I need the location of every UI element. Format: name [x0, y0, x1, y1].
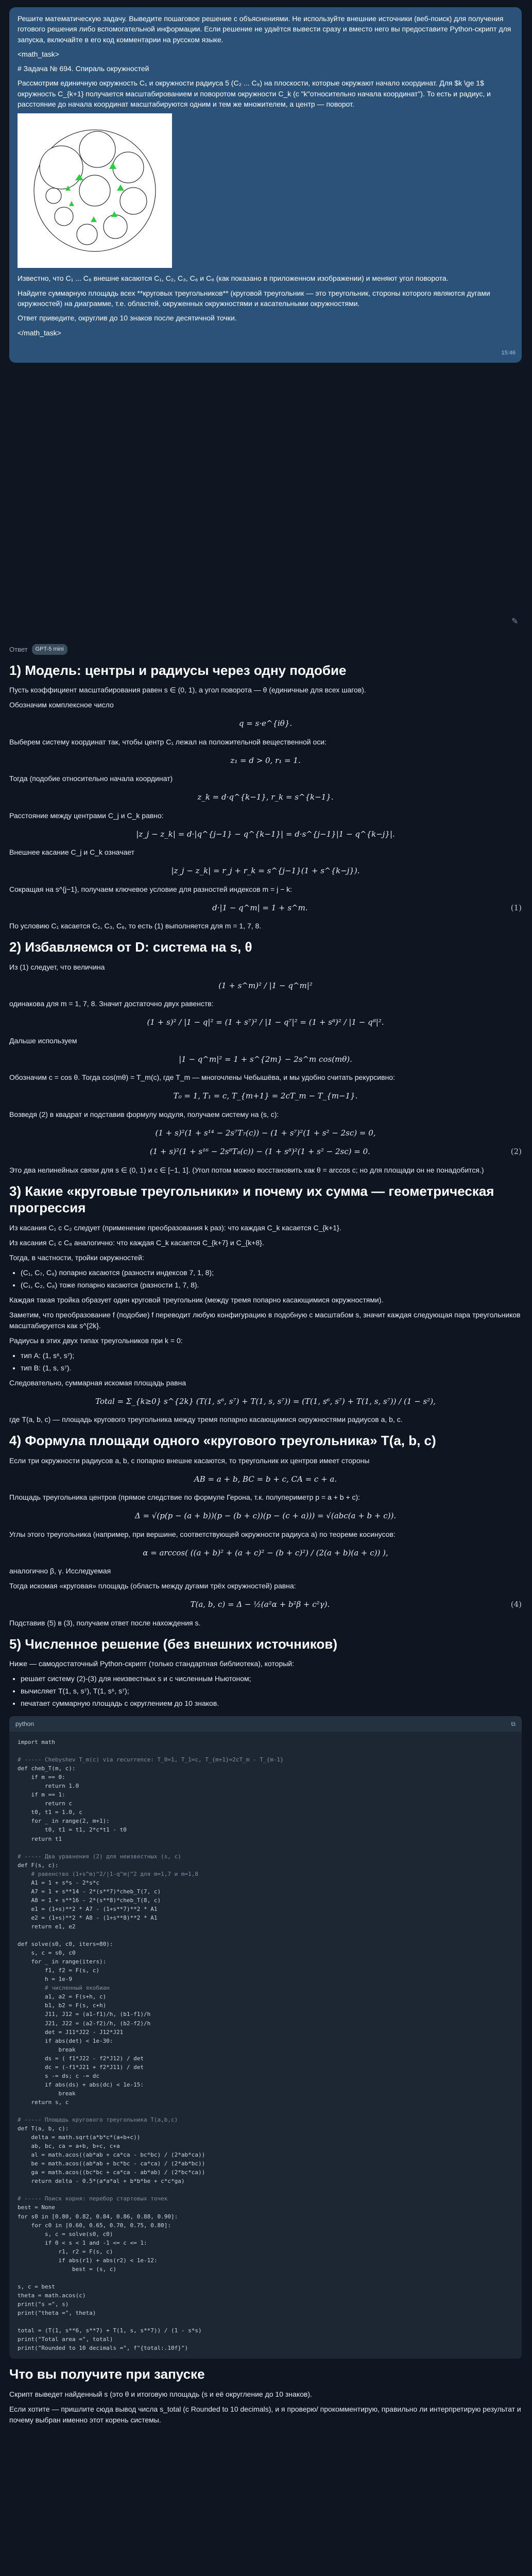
code-line: if m == 1:	[18, 1791, 65, 1799]
code-line: # равенство (1+s^m)^2/|1-q^m|^2 для m=1,7 и m=1,8	[18, 1870, 198, 1877]
para: Это два нелинейных связи для s ∈ (0, 1) и c ∈ [−1, 1]. (Угол потом можно восстановить как θ = arccos c; но для площади он не понадобится.)	[9, 1165, 484, 1174]
math-task-open: <math_task>	[18, 49, 59, 58]
formula: (1 + s)²(1 + s¹⁴ − 2s⁷T₇(c)) − (1 + s⁷)²(1 + s² − 2sc) = 0,	[155, 1128, 376, 1138]
code-line	[18, 2317, 513, 2326]
para: Тогда искомая «круговая» площадь (область между дугами трёх окружностей) равна:	[9, 1582, 296, 1590]
code-line: for _ in range(2, m+1):	[18, 1818, 110, 1825]
edit-icon[interactable]: ✎	[511, 617, 519, 626]
code-line: best = (s, c)	[18, 2265, 117, 2273]
code-line: return s, c	[18, 2098, 69, 2106]
task-round: Ответ приведите, округлив до 10 знаков после десятичной точки.	[18, 314, 237, 323]
code-line: return delta - 0.5*(a*a*al + b*b*be + c*c*ga)	[18, 2178, 185, 2185]
formula: Δ = √(p(p − (a + b))(p − (b + c))(p − (c + a))) = √(abc(a + b + c)).	[134, 1511, 397, 1520]
code-line	[18, 2274, 513, 2282]
para: Обозначим c = cos θ. Тогда cos(mθ) = T_m(c), где T_m — многочлены Чебышёва, и мы удобно считать рекурсивно:	[9, 1073, 395, 1081]
formula-1	[9, 902, 522, 914]
code-line: # численный якобиан	[18, 1985, 110, 1992]
para: Радиусы в этих двух типах треугольников при k = 0:	[9, 1336, 183, 1345]
circles-figure-svg	[18, 113, 172, 268]
code-line: s, c = best	[18, 2283, 55, 2290]
para: Пусть коэффициент масштабирования равен s ∈ (0, 1), а угол поворота — θ (единичные для всех шагов).	[9, 686, 366, 694]
code-header	[9, 1716, 522, 1732]
section-6-heading: Что вы получите при запуске	[9, 2366, 205, 2382]
bullet-list	[21, 1350, 522, 1374]
code-block	[9, 1716, 522, 2359]
code-line: A1 = 1 + s*s - 2*s*c	[18, 1879, 99, 1886]
code-line: f1, f2 = F(s, c)	[18, 1967, 99, 1974]
code-line: ga = math.acos((bc*bc + ca*ca - ab*ab) / (2*bc*ca))	[18, 2169, 205, 2176]
para: где T(a, b, c) — площадь кругового треугольника между тремя попарно касающимися окружностями радиусов a, b, c.	[9, 1415, 403, 1423]
code-line: be = math.acos((ab*ab + bc*bc - ca*ca) / (2*ab*bc))	[18, 2160, 205, 2167]
code-line	[18, 1843, 513, 1852]
para: Каждая такая тройка образует один круговой треугольник (между тремя попарно касающимися окружностями).	[9, 1295, 384, 1304]
formula: Total = Σ_{k≥0} s^{2k} (T(1, s⁶, s⁷) + T(1, s, s⁷)) = (T(1, s⁶, s⁷) + T(1, s, s⁷)) / (1 − s²),	[95, 1396, 436, 1406]
code-line: s -= ds; c -= dc	[18, 2072, 99, 2079]
task-title: # Задача № 694. Спираль окружностей	[18, 64, 149, 73]
code-line: b1, b2 = F(s, c+h)	[18, 2002, 107, 2009]
code-line: def cheb_T(m, c):	[18, 1765, 76, 1772]
formula: z₁ = d > 0, r₁ = 1.	[230, 755, 301, 765]
code-line: best = None	[18, 2204, 55, 2211]
para: Из касания C₁ с C₈ аналогично: что каждая C_k касается C_{k+7} и C_{k+8}.	[9, 1238, 264, 1247]
code-line: if m == 0:	[18, 1774, 65, 1781]
para: Возведя (2) в квадрат и подставив формулу модуля, получаем систему на (s, c):	[9, 1110, 279, 1118]
code-line: def T(a, b, c):	[18, 2125, 69, 2132]
code-line: e2 = (1+s)**2 * A8 - (1+s**8)**2 * A1	[18, 1914, 158, 1921]
formula: (1 + s^m)² / |1 − q^m|²	[218, 980, 313, 990]
code-line: J11, J12 = (a1-f1)/h, (b1-f1)/h	[18, 2011, 151, 2018]
code-line: s, c = solve(s0, c0)	[18, 2230, 113, 2238]
para: Если три окружности радиусов a, b, c попарно внешне касаются, то треугольник их центров имеет стороны	[9, 1456, 370, 1465]
code-line: J21, J22 = (a2-f2)/h, (b2-f2)/h	[18, 2020, 151, 2027]
formula: |z_j − z_k| = d·|q^{j−1} − q^{k−1}| = d·s^{j−1}|1 − q^{k−j}|.	[136, 829, 395, 839]
list-item: • тип B: (1, s, s⁷).	[21, 1363, 522, 1374]
para: Ниже — самодостаточный Python-скрипт (только стандартная библиотека), который:	[9, 1659, 295, 1668]
code-line: import math	[18, 1739, 55, 1745]
para: По условию C₁ касается C₂, C₃, C₆, то есть (1) выполняется для m = 1, 7, 8.	[9, 922, 262, 930]
assistant-label: Ответ	[9, 645, 28, 653]
formula: AB = a + b, BC = b + c, CA = c + a.	[194, 1474, 337, 1484]
code-language: python	[15, 1720, 35, 1727]
code-body	[9, 1732, 522, 2359]
formula: |z_j − z_k| = r_j + r_k = s^{j−1}(1 + s^{k−j}).	[171, 866, 360, 875]
code-line: # ----- Площадь кругового треугольника T(a,b,c)	[18, 2116, 178, 2124]
para: Сокращая на s^{j−1}, получаем ключевое условие для разностей индексов m = j − k:	[9, 885, 293, 893]
formula-text: T(a, b, c) = Δ − ½(a²α + b²β + c²γ).	[190, 1600, 330, 1609]
code-line: a1, a2 = F(s+h, c)	[18, 1993, 107, 2001]
formula: α = arccos( ((a + b)² + (a + c)² − (b + c)²) / (2(a + b)(a + c)) ),	[143, 1548, 388, 1557]
code-line: break	[18, 2090, 76, 2097]
formula-number: (2)	[510, 1147, 522, 1156]
para: Площадь треугольника центров (прямое следствие по формуле Герона, т.к. полупериметр p = a + b + c):	[9, 1493, 361, 1501]
user-intro: Решите математическую задачу. Выведите пошаговое решение с объяснениями. Не используйте внешние источники (веб-поиск) для получения готового решения либо вспомогательной информации. Если решение не удаётся вывести сразу и вместо него вы предоставите Python-скрипт для запуска, включайте в его код комментарии на русском языке.	[18, 14, 511, 44]
code-line: r1, r2 = F(s, c)	[18, 2248, 113, 2255]
code-line: total = (T(1, s**6, s**7) + T(1, s, s**7)) / (1 - s*s)	[18, 2327, 202, 2334]
para: Из касания C₁ с C₂ следует (применение преобразования k раз): что каждая C_k касается C_{k+1}.	[9, 1223, 341, 1232]
assistant-meta	[9, 644, 522, 655]
code-line	[18, 1747, 513, 1755]
code-line: print("Rounded to 10 decimals =", f"{total:.10f}")	[18, 2345, 188, 2352]
model-badge: GPT-5 mini	[32, 644, 67, 655]
para: Заметим, что преобразование f (подобие) f переводит любую конфигурацию в подобную с масштабом s, значит каждая следующая пара треугольников масштабируется как s^{2k}.	[9, 1310, 521, 1330]
code-line: return e1, e2	[18, 1923, 76, 1930]
section-4-heading: 4) Формула площади одного «кругового треугольника» T(a, b, c)	[9, 1433, 436, 1448]
code-line: dc = (-f1*J21 + f2*J11) / det	[18, 2063, 144, 2071]
code-line: if 0 < s < 1 and -1 <= c <= 1:	[18, 2239, 147, 2246]
code-line: for _ in range(iters):	[18, 1958, 107, 1965]
code-line: theta = math.acos(c)	[18, 2292, 86, 2299]
code-line: A8 = 1 + s**16 - 2*(s**8)*cheb_T(8, c)	[18, 1896, 161, 1904]
code-line: h = 1e-9	[18, 1976, 72, 1983]
assistant-message	[9, 644, 522, 2430]
para: Тогда (подобие относительно начала координат)	[9, 774, 173, 783]
task-desc-1: Рассмотрим единичную окружность C₁ и окружности радиуса 5 (C₂ ... C₈) на плоскости, которые окружают начало координат. Для $k \ge 1$ окружность C_{k+1} получается масштабированием и поворотом окружности C_k (с "k"относительно начала координат"). То есть и радиус, и расстояние до начала координат масштабируются одним и тем же множителем, а центр — поворот.	[18, 79, 491, 109]
para: Дальше используем	[9, 1036, 77, 1045]
task-desc-2: Известно, что C₁ ... C₈ внешне касаются C₁, C₂, C₃, C₆ и C₈ (как показано в приложенном изображении) и меняют угол поворота.	[18, 274, 449, 283]
circles-figure	[18, 113, 172, 268]
code-line: # ----- Chebyshev T_m(c) via recurrence: T_0=1, T_1=c, T_{m+1}=2cT_m - T_{m-1}	[18, 1756, 284, 1764]
code-line: if abs(ds) + abs(dc) < 1e-15:	[18, 2081, 144, 2088]
formula: |1 − q^m|² = 1 + s^{2m} − 2s^m cos(mθ).	[179, 1054, 352, 1064]
code-line: def F(s, c):	[18, 1861, 59, 1869]
formula: T₀ = 1, T₁ = c, T_{m+1} = 2cT_m − T_{m−1}.	[173, 1091, 358, 1100]
para: одинакова для m = 1, 7, 8. Значит достаточно двух равенств:	[9, 999, 214, 1008]
section-2-heading: 2) Избавляемся от D: система на s, θ	[9, 939, 252, 955]
para: Из (1) следует, что величина	[9, 962, 105, 971]
code-line: print("theta =", theta)	[18, 2310, 96, 2317]
code-line: for s0 in [0.80, 0.82, 0.84, 0.86, 0.88, 0.90]:	[18, 2213, 178, 2220]
formula: z_k = d·q^{k−1}, r_k = s^{k−1}.	[197, 792, 334, 802]
para: Скрипт выведет найденный s (это θ и итоговую площадь (s и её округление до 10 знаков).	[9, 2389, 312, 2398]
formula-2	[9, 1146, 522, 1158]
user-message	[9, 7, 522, 363]
math-task-close: </math_task>	[18, 328, 61, 337]
code-line: return c	[18, 1800, 72, 1807]
para: Следовательно, суммарная искомая площадь равна	[9, 1378, 186, 1387]
para: Тогда, в частности, тройки окружностей:	[9, 1253, 144, 1262]
list-item: • (C₁, C₂, C₈) тоже попарно касаются (разности 1, 7, 8).	[21, 1280, 522, 1291]
code-line: det = J11*J22 - J12*J21	[18, 2028, 124, 2036]
copy-icon[interactable]: ⧉	[511, 1720, 516, 1727]
section-3-heading: 3) Какие «круговые треугольники» и почему их сумма — геометрическая прогрессия	[9, 1183, 494, 1215]
formula-4	[9, 1599, 522, 1611]
list-item: • вычисляет T(1, s, s⁷), T(1, s⁶, s⁷);	[21, 1686, 522, 1697]
message-time: 15:46	[501, 349, 516, 356]
code-line: ds = ( f1*J22 - f2*J12) / det	[18, 2055, 144, 2062]
formula-number: (4)	[510, 1600, 522, 1609]
section-5-heading: 5) Численное решение (без внешних источников)	[9, 1636, 338, 1652]
formula-text: (1 + s)²(1 + s¹⁶ − 2s⁸T₈(c)) − (1 + s⁸)²(1 + s² − 2sc) = 0.	[149, 1147, 370, 1156]
code-line: for c0 in [0.60, 0.65, 0.70, 0.75, 0.80]:	[18, 2222, 171, 2229]
code-line: # ----- Два уравнения (2) для неизвестных (s, c)	[18, 1853, 181, 1860]
code-line: def solve(s0, c0, iters=80):	[18, 1941, 113, 1948]
para: Внешнее касание C_j и C_k означает	[9, 848, 134, 856]
code-line: return 1.0	[18, 1783, 79, 1790]
list-item: • печатает суммарную площадь с округлением до 10 знаков.	[21, 1698, 522, 1709]
para: Обозначим комплексное число	[9, 701, 114, 709]
code-line: # ----- Поиск корня: перебор стартовых точек	[18, 2195, 168, 2202]
code-line: print("s =", s)	[18, 2301, 69, 2308]
code-line: delta = math.sqrt(a*b*c*(a+b+c))	[18, 2134, 141, 2141]
formula: q = s·e^{iθ}.	[238, 719, 293, 728]
code-line: if abs(det) < 1e-30:	[18, 2037, 113, 2044]
formula-number: (1)	[510, 903, 522, 912]
formula-text: d·|1 − q^m| = 1 + s^m.	[212, 903, 308, 912]
code-line: break	[18, 2046, 76, 2053]
code-line: s, c = s0, c0	[18, 1950, 76, 1957]
para: Расстояние между центрами C_j и C_k равно:	[9, 811, 164, 820]
code-line	[18, 2107, 513, 2115]
code-line: A7 = 1 + s**14 - 2*(s**7)*cheb_T(7, c)	[18, 1888, 161, 1895]
code-line	[18, 1931, 513, 1940]
task-ask: Найдите суммарную площадь всех **круговых треугольников** (круговой треугольник — это треугольник, стороны которого являются дугами окружностей) на диаграмме, т.е. областей, окруженных окружностями и касательными окружностями.	[18, 289, 490, 308]
bullet-list	[21, 1673, 522, 1709]
bullet-list	[21, 1267, 522, 1291]
code-line: if abs(r1) + abs(r2) < 1e-12:	[18, 2257, 158, 2264]
list-item: • (C₁, C₇, C₈) попарно касаются (разности индексов 7, 1, 8);	[21, 1267, 522, 1278]
para: аналогично β, γ. Исследуемая	[9, 1567, 111, 1575]
para: Углы этого треугольника (например, при вершине, соответствующей окружности радиуса a) по теореме косинусов:	[9, 1530, 396, 1538]
code-line: al = math.acos((ab*ab + ca*ca - bc*bc) / (2*ab*ca))	[18, 2151, 205, 2159]
list-item: • тип A: (1, s⁶, s⁷);	[21, 1350, 522, 1361]
para: Подставив (5) в (3), получаем ответ после нахождения s.	[9, 1618, 201, 1627]
para: Выберем систему координат так, чтобы центр C₁ лежал на положительной вещественной оси:	[9, 737, 327, 746]
formula: (1 + s)² / |1 − q|² = (1 + s⁷)² / |1 − q⁷|² = (1 + s⁸)² / |1 − q⁸|².	[147, 1018, 384, 1027]
code-line	[18, 2185, 513, 2194]
code-line: t0, t1 = t1, 2*c*t1 - t0	[18, 1826, 127, 1834]
code-line: t0, t1 = 1.0, c	[18, 1809, 82, 1816]
list-item: • решает систему (2)-(3) для неизвестных s и c численным Ньютоном;	[21, 1673, 522, 1684]
code-line: print("Total area =", total)	[18, 2336, 113, 2343]
code-line: return t1	[18, 1835, 62, 1842]
section-1-heading: 1) Модель: центры и радиусы через одну подобие	[9, 662, 347, 678]
para: Если хотите — пришлите сюда вывод числа s_total (с Rounded to 10 decimals), и я проверю/ прокомментирую, правильно ли интерпретирую результат и почему выбран именно этот корень системы.	[9, 2404, 521, 2424]
code-line: e1 = (1+s)**2 * A7 - (1+s**7)**2 * A1	[18, 1905, 158, 1912]
code-line: ab, bc, ca = a+b, b+c, c+a	[18, 2143, 120, 2150]
